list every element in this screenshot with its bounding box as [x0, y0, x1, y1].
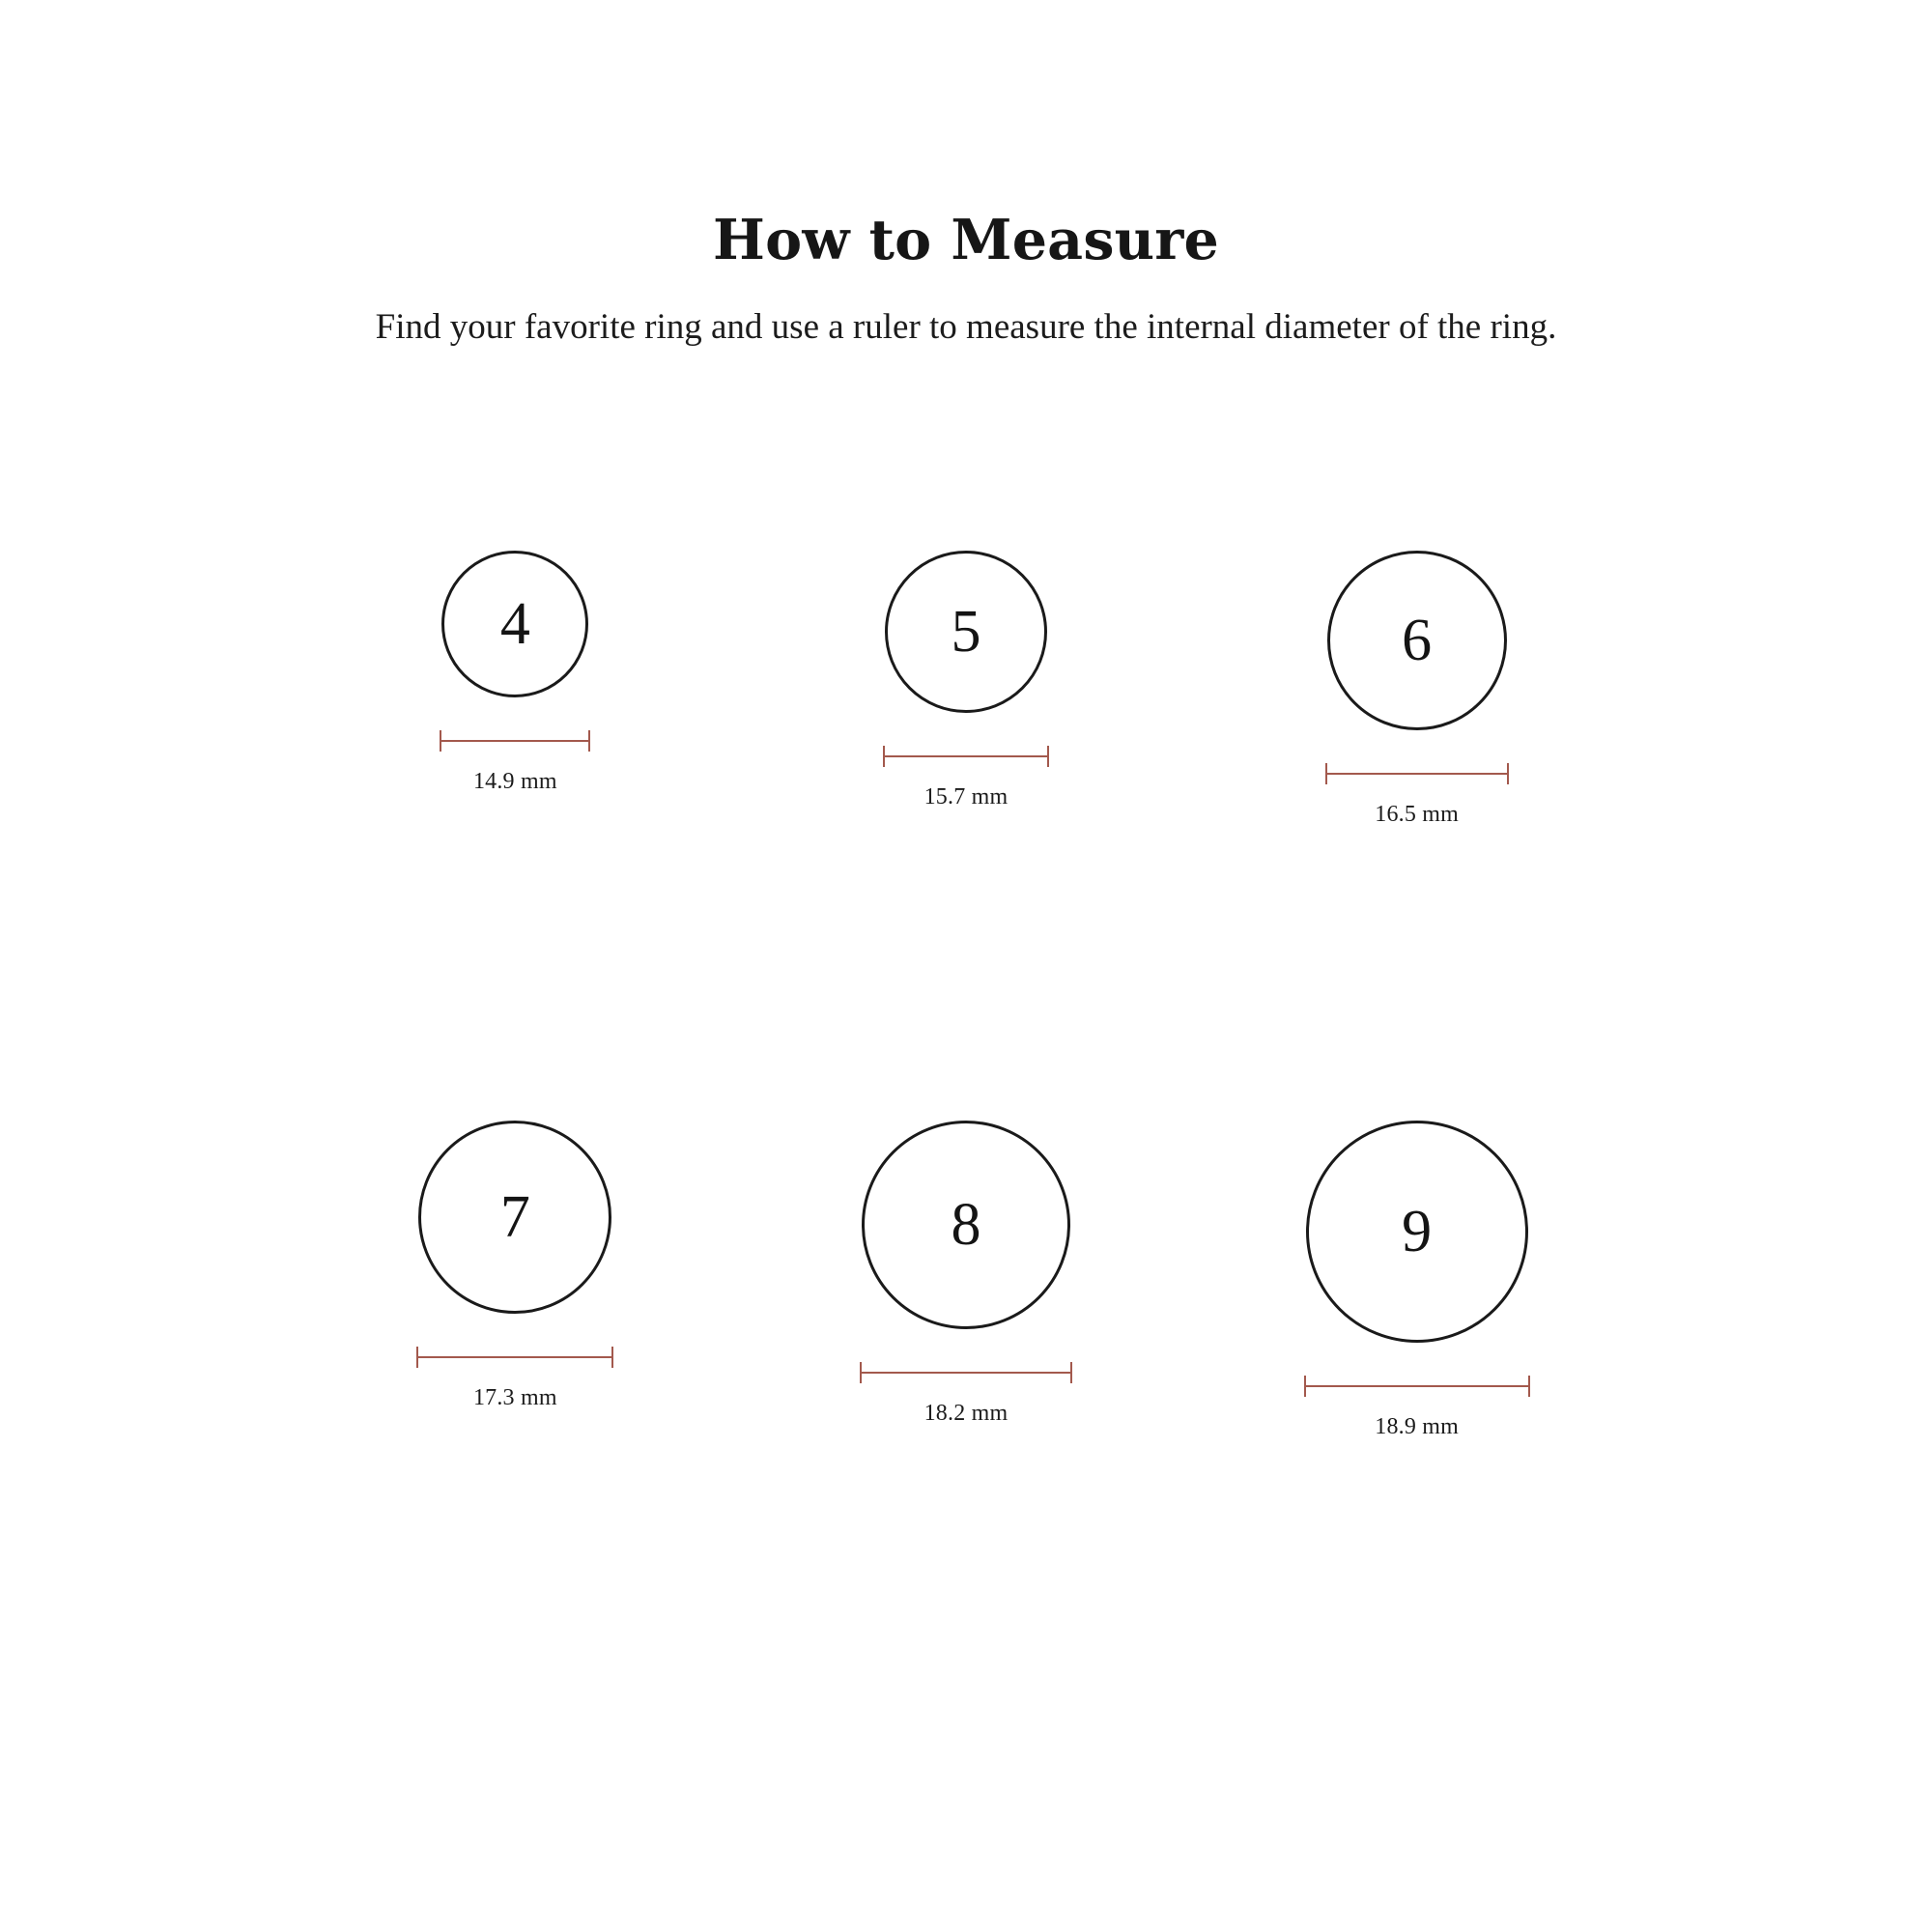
ring-size-number: 4	[499, 591, 530, 657]
measure-line-icon	[440, 740, 590, 742]
ring-size-number: 9	[1402, 1199, 1433, 1264]
ring-size-number: 8	[951, 1192, 981, 1258]
measure-bar	[416, 1347, 613, 1368]
ring-size-number: 6	[1402, 608, 1433, 673]
ring-size-grid	[290, 551, 1642, 1690]
measure-line-icon	[1325, 773, 1509, 775]
ring-circle-9	[1306, 1121, 1528, 1343]
ring-measure-6	[1325, 757, 1509, 790]
ring-size-cell	[741, 551, 1192, 1121]
ring-diameter-label: 14.9 mm	[472, 769, 557, 794]
measure-cap-right-icon	[611, 1347, 613, 1368]
ring-size-cell	[290, 551, 741, 1121]
measure-cap-right-icon	[1070, 1362, 1072, 1383]
ring-size-number: 5	[951, 599, 981, 665]
measure-cap-right-icon	[1047, 746, 1049, 767]
ring-size-cell	[1191, 551, 1642, 1121]
ring-circle-7	[418, 1121, 611, 1314]
measure-line-icon	[416, 1356, 613, 1358]
measure-bar	[860, 1362, 1072, 1383]
ring-circle-8	[862, 1121, 1070, 1329]
ring-measure-9	[1304, 1370, 1530, 1403]
ring-diameter-label: 18.9 mm	[1375, 1414, 1460, 1439]
ring-size-cell	[741, 1121, 1192, 1690]
measure-bar	[1304, 1376, 1530, 1397]
measure-bar	[883, 746, 1049, 767]
ring-diameter-label: 16.5 mm	[1375, 802, 1460, 827]
ring-size-number: 7	[499, 1184, 530, 1250]
page-title: How to Measure	[713, 208, 1219, 272]
measure-line-icon	[860, 1372, 1072, 1374]
measure-cap-right-icon	[588, 730, 590, 752]
ring-circle-6	[1327, 551, 1507, 730]
ring-measure-8	[860, 1356, 1072, 1389]
measure-line-icon	[1304, 1385, 1530, 1387]
measure-line-icon	[883, 755, 1049, 757]
ring-measure-4	[440, 724, 590, 757]
ring-diameter-label: 15.7 mm	[923, 784, 1009, 809]
ring-measure-5	[883, 740, 1049, 773]
ring-size-cell	[290, 1121, 741, 1690]
ring-diameter-label: 18.2 mm	[923, 1401, 1009, 1426]
measure-bar	[1325, 763, 1509, 784]
page-subtitle: Find your favorite ring and use a ruler to measure the internal diameter of the ring.	[375, 306, 1557, 347]
ring-diameter-label: 17.3 mm	[472, 1385, 557, 1410]
ring-circle-4	[441, 551, 588, 697]
measure-cap-right-icon	[1528, 1376, 1530, 1397]
page-header	[0, 0, 1932, 349]
ring-measure-7	[416, 1341, 613, 1374]
ring-circle-5	[885, 551, 1047, 713]
ring-size-cell	[1191, 1121, 1642, 1690]
measure-cap-right-icon	[1507, 763, 1509, 784]
measure-bar	[440, 730, 590, 752]
